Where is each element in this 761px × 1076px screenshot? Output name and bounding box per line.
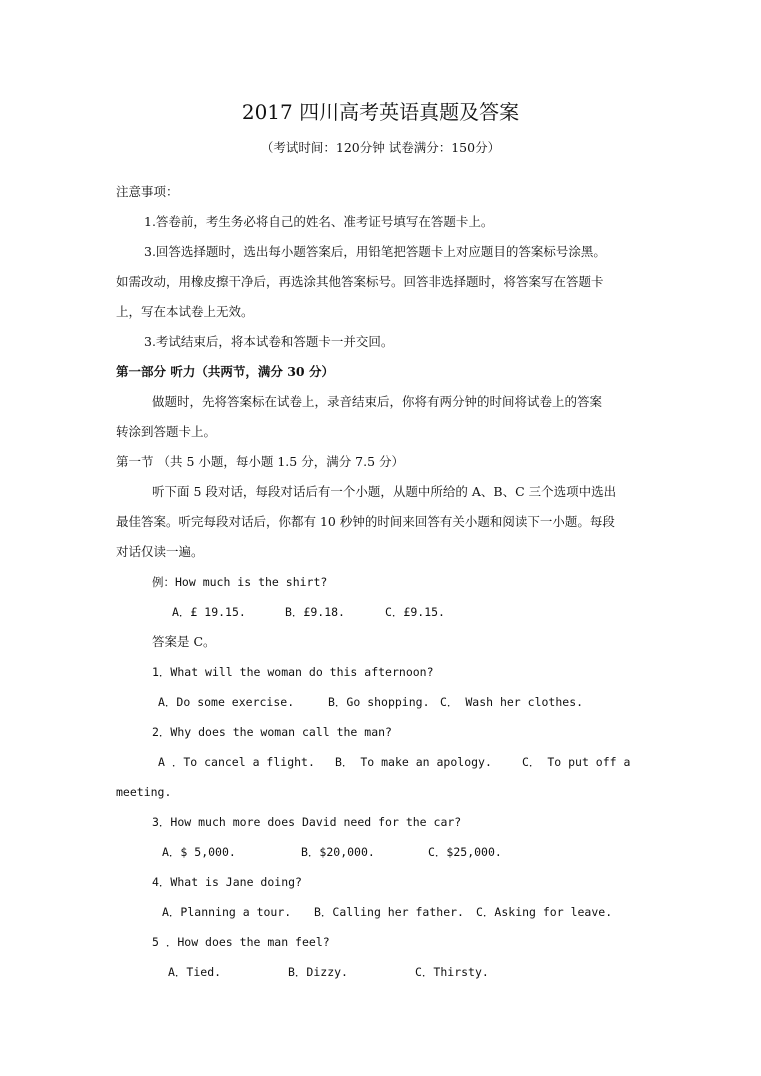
question-5-options [0, 964, 761, 980]
notice-item-2-line3: 上，写在本试卷上无效。 [116, 304, 254, 319]
option-c: C． To put off a [522, 755, 631, 769]
option-b: B．Go shopping. [328, 695, 430, 709]
option-c: C． Wash her clothes. [440, 695, 584, 709]
example-question: 例：How much is the shirt? [152, 575, 328, 589]
section1-instructions-line2: 最佳答案。听完每段对话后，你都有 10 秒钟的时间来回答有关小题和阅读下一小题。每段 [116, 514, 615, 529]
option-c: C．Thirsty. [415, 965, 489, 979]
exam-info: （考试时间：120分钟 试卷满分：150分） [260, 140, 501, 155]
notice-item-1: 1.答卷前，考生务必将自己的姓名、准考证号填写在答题卡上。 [144, 214, 494, 229]
option-c: C．Asking for leave. [476, 905, 613, 919]
part1-intro-line2: 转涂到答题卡上。 [116, 424, 217, 439]
question-3: 3．How much more does David need for the car? [152, 815, 462, 829]
question-2: 2．Why does the woman call the man? [152, 725, 392, 739]
part1-heading: 第一部分 听力（共两节，满分 30 分） [116, 364, 334, 379]
option-b: B．£9.18. [285, 605, 345, 619]
option-b: B．$20,000. [301, 845, 375, 859]
option-a: A ．To cancel a flight. [158, 755, 315, 769]
notice-item-2-line2: 如需改动，用橡皮擦干净后，再选涂其他答案标号。回答非选择题时，将答案写在答题卡 [116, 274, 604, 289]
option-c: C．£9.15. [385, 605, 445, 619]
example-options [0, 604, 761, 620]
question-3-options [0, 844, 761, 860]
question-1: 1．What will the woman do this afternoon? [152, 665, 434, 679]
notice-heading: 注意事项： [116, 184, 179, 199]
section1-instructions-line3: 对话仅读一遍。 [116, 544, 204, 559]
option-a: A．£ 19.15. [172, 605, 246, 619]
question-4-options [0, 904, 761, 920]
example-answer: 答案是 C。 [152, 634, 216, 649]
option-a: A．Planning a tour. [162, 905, 292, 919]
section1-heading: 第一节 （共 5 小题，每小题 1.5 分，满分 7.5 分） [116, 454, 405, 469]
question-2-options [0, 754, 761, 770]
option-b: B．Calling her father. [314, 905, 464, 919]
option-b: B．Dizzy. [288, 965, 348, 979]
option-a: A．$ 5,000. [162, 845, 236, 859]
question-1-options [0, 694, 761, 710]
question-4: 4．What is Jane doing? [152, 875, 302, 889]
page-title: 2017 四川高考英语真题及答案 [241, 100, 520, 124]
option-b: B． To make an apology. [335, 755, 492, 769]
notice-item-3: 3.考试结束后，将本试卷和答题卡一并交回。 [144, 334, 394, 349]
option-a: A．Do some exercise. [158, 695, 295, 709]
part1-intro-line1: 做题时，先将答案标在试卷上，录音结束后，你将有两分钟的时间将试卷上的答案 [152, 394, 603, 409]
notice-item-2-line1: 3.回答选择题时，选出每小题答案后，用铅笔把答题卡上对应题目的答案标号涂黑。 [144, 244, 606, 259]
question-5: 5 ．How does the man feel? [152, 935, 330, 949]
option-a: A．Tied. [168, 965, 222, 979]
section1-instructions-line1: 听下面 5 段对话，每段对话后有一个小题，从题中所给的 A、B、C 三个选项中选出 [152, 484, 617, 499]
option-c: C．$25,000. [428, 845, 502, 859]
question-2-option-c-continued: meeting. [116, 785, 172, 799]
